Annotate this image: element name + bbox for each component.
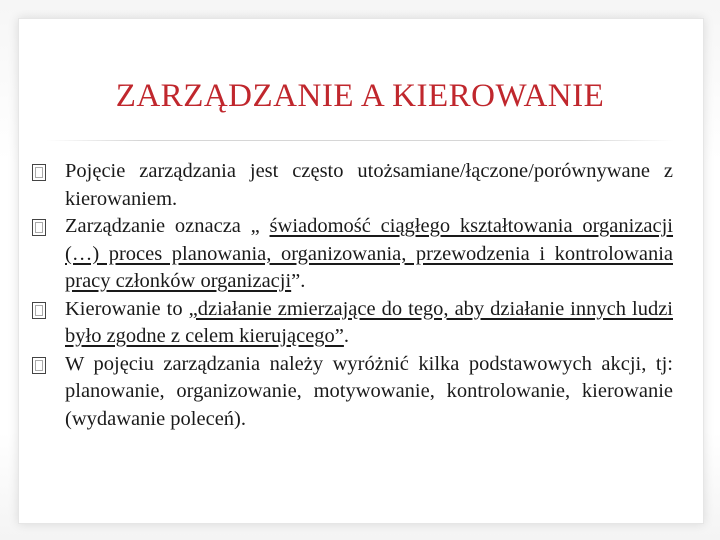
bullet-text-underlined: świadomość ciągłego kształtowania organizacji (…) proces planowania, organizowania, przewodzenia i kontrolowania pracy członków organizacji — [65, 215, 674, 292]
missing-glyph-box-icon — [32, 302, 46, 319]
missing-glyph-box-icon — [32, 219, 46, 236]
content-body — [30, 158, 673, 433]
bullet-item — [30, 351, 673, 434]
title-divider — [46, 140, 674, 141]
bullet-item — [30, 158, 673, 213]
bullet-item — [30, 296, 673, 351]
bullet-text-underlined: „działanie zmierzające do tego, aby działanie innych ludzi było zgodne z celem kierującego” — [65, 297, 673, 347]
bullet-text: ”. — [291, 270, 306, 292]
bullet-item — [30, 213, 673, 296]
missing-glyph-box-icon — [32, 357, 46, 374]
bullet-text: . — [343, 325, 350, 347]
missing-glyph-box-icon — [32, 164, 46, 181]
bullet-text: Pojęcie zarządzania jest często utożsamiane/łączone/porównywane z kierowaniem. — [65, 160, 673, 210]
bullet-text: Zarządzanie oznacza „ — [65, 215, 270, 237]
bullet-text: Kierowanie to — [65, 297, 189, 320]
bullet-text: W pojęciu zarządzania należy wyróżnić kilka podstawowych akcji, tj: planowanie, organizowanie, motywowanie, kontrolowanie, kierowanie (wydawanie poleceń). — [65, 352, 673, 430]
slide-title: ZARZĄDZANIE A KIEROWANIE — [115, 78, 605, 114]
